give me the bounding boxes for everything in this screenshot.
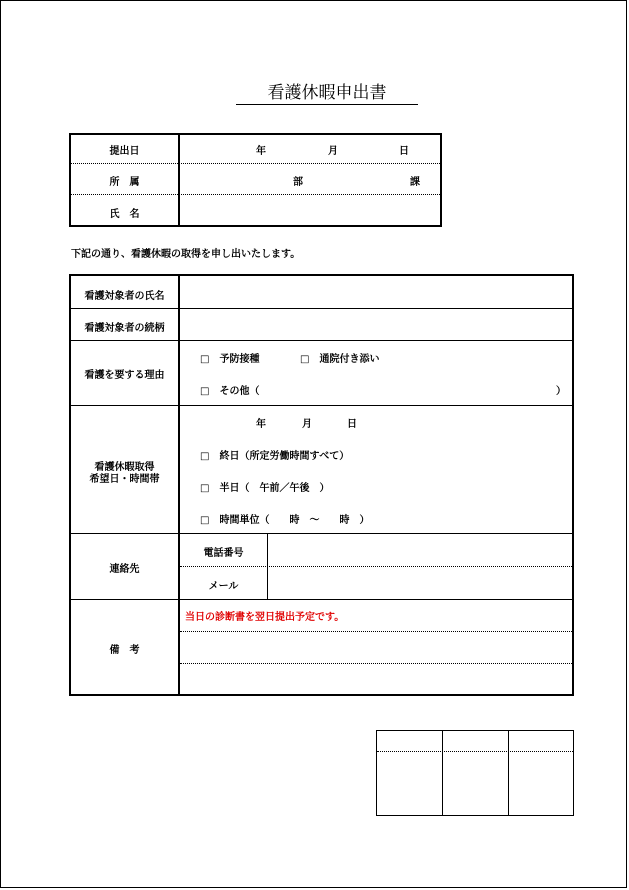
month-label: 月: [328, 146, 338, 157]
remarks-label: 備 考: [109, 645, 140, 656]
patient-name-field[interactable]: [182, 277, 570, 306]
name-field[interactable]: [182, 197, 438, 223]
email-field[interactable]: [270, 568, 570, 597]
row-separator: [180, 566, 572, 567]
stamp-divider: [442, 730, 443, 816]
request-month-label: 月: [302, 419, 312, 430]
email-label: メール: [208, 581, 239, 592]
reason-label: 看護を要する理由: [84, 370, 165, 381]
stamp-divider: [508, 730, 509, 816]
row-separator: [71, 340, 572, 341]
intro-text: 下記の通り、看護休暇の取得を申し出いたします。: [71, 249, 301, 260]
year-label: 年: [256, 146, 266, 157]
name-label: 氏 名: [109, 209, 140, 220]
day-label: 日: [399, 146, 409, 157]
patient-name-label: 看護対象者の氏名: [84, 291, 165, 302]
row-separator: [71, 308, 572, 309]
main-divider: [178, 274, 180, 696]
date-label-line1: 看護休暇取得: [94, 462, 155, 473]
submit-date-label: 提出日: [109, 146, 140, 157]
row-separator: [180, 663, 572, 664]
hospital-escort-checkbox[interactable]: □ 通院付き添い: [300, 354, 380, 365]
contact-label: 連絡先: [109, 564, 140, 575]
header-divider: [178, 133, 180, 227]
phone-label: 電話番号: [203, 548, 244, 559]
other-reason-close: ）: [556, 386, 566, 397]
row-separator: [71, 194, 440, 195]
other-reason-checkbox[interactable]: □ その他（: [200, 386, 260, 397]
request-day-label: 日: [347, 419, 357, 430]
half-day-checkbox[interactable]: □ 半日（ 午前／午後 ）: [200, 483, 330, 494]
request-year-label: 年: [256, 419, 266, 430]
stamp-header-separator: [377, 751, 573, 752]
vaccination-checkbox[interactable]: □ 予防接種: [200, 354, 260, 365]
department-label: 部: [293, 177, 303, 188]
section-label: 課: [410, 177, 420, 188]
row-separator: [180, 631, 572, 632]
date-label-line2: 希望日・時間帯: [89, 474, 160, 485]
phone-field[interactable]: [270, 536, 570, 564]
row-separator: [71, 163, 440, 164]
row-separator: [71, 533, 572, 534]
approval-stamp-table: [376, 730, 574, 816]
relationship-label: 看護対象者の続柄: [84, 323, 165, 334]
page-title: 看護休暇申出書: [236, 84, 418, 105]
hourly-checkbox[interactable]: □ 時間単位（ 時 ～ 時 ）: [200, 515, 370, 526]
row-separator: [71, 599, 572, 600]
row-separator: [71, 405, 572, 406]
remarks-note: 当日の診断書を翌日提出予定です。: [185, 612, 345, 623]
full-day-checkbox[interactable]: □ 終日（所定労働時間すべて）: [200, 451, 350, 462]
affiliation-label: 所 属: [109, 177, 140, 188]
relationship-field[interactable]: [182, 310, 570, 338]
